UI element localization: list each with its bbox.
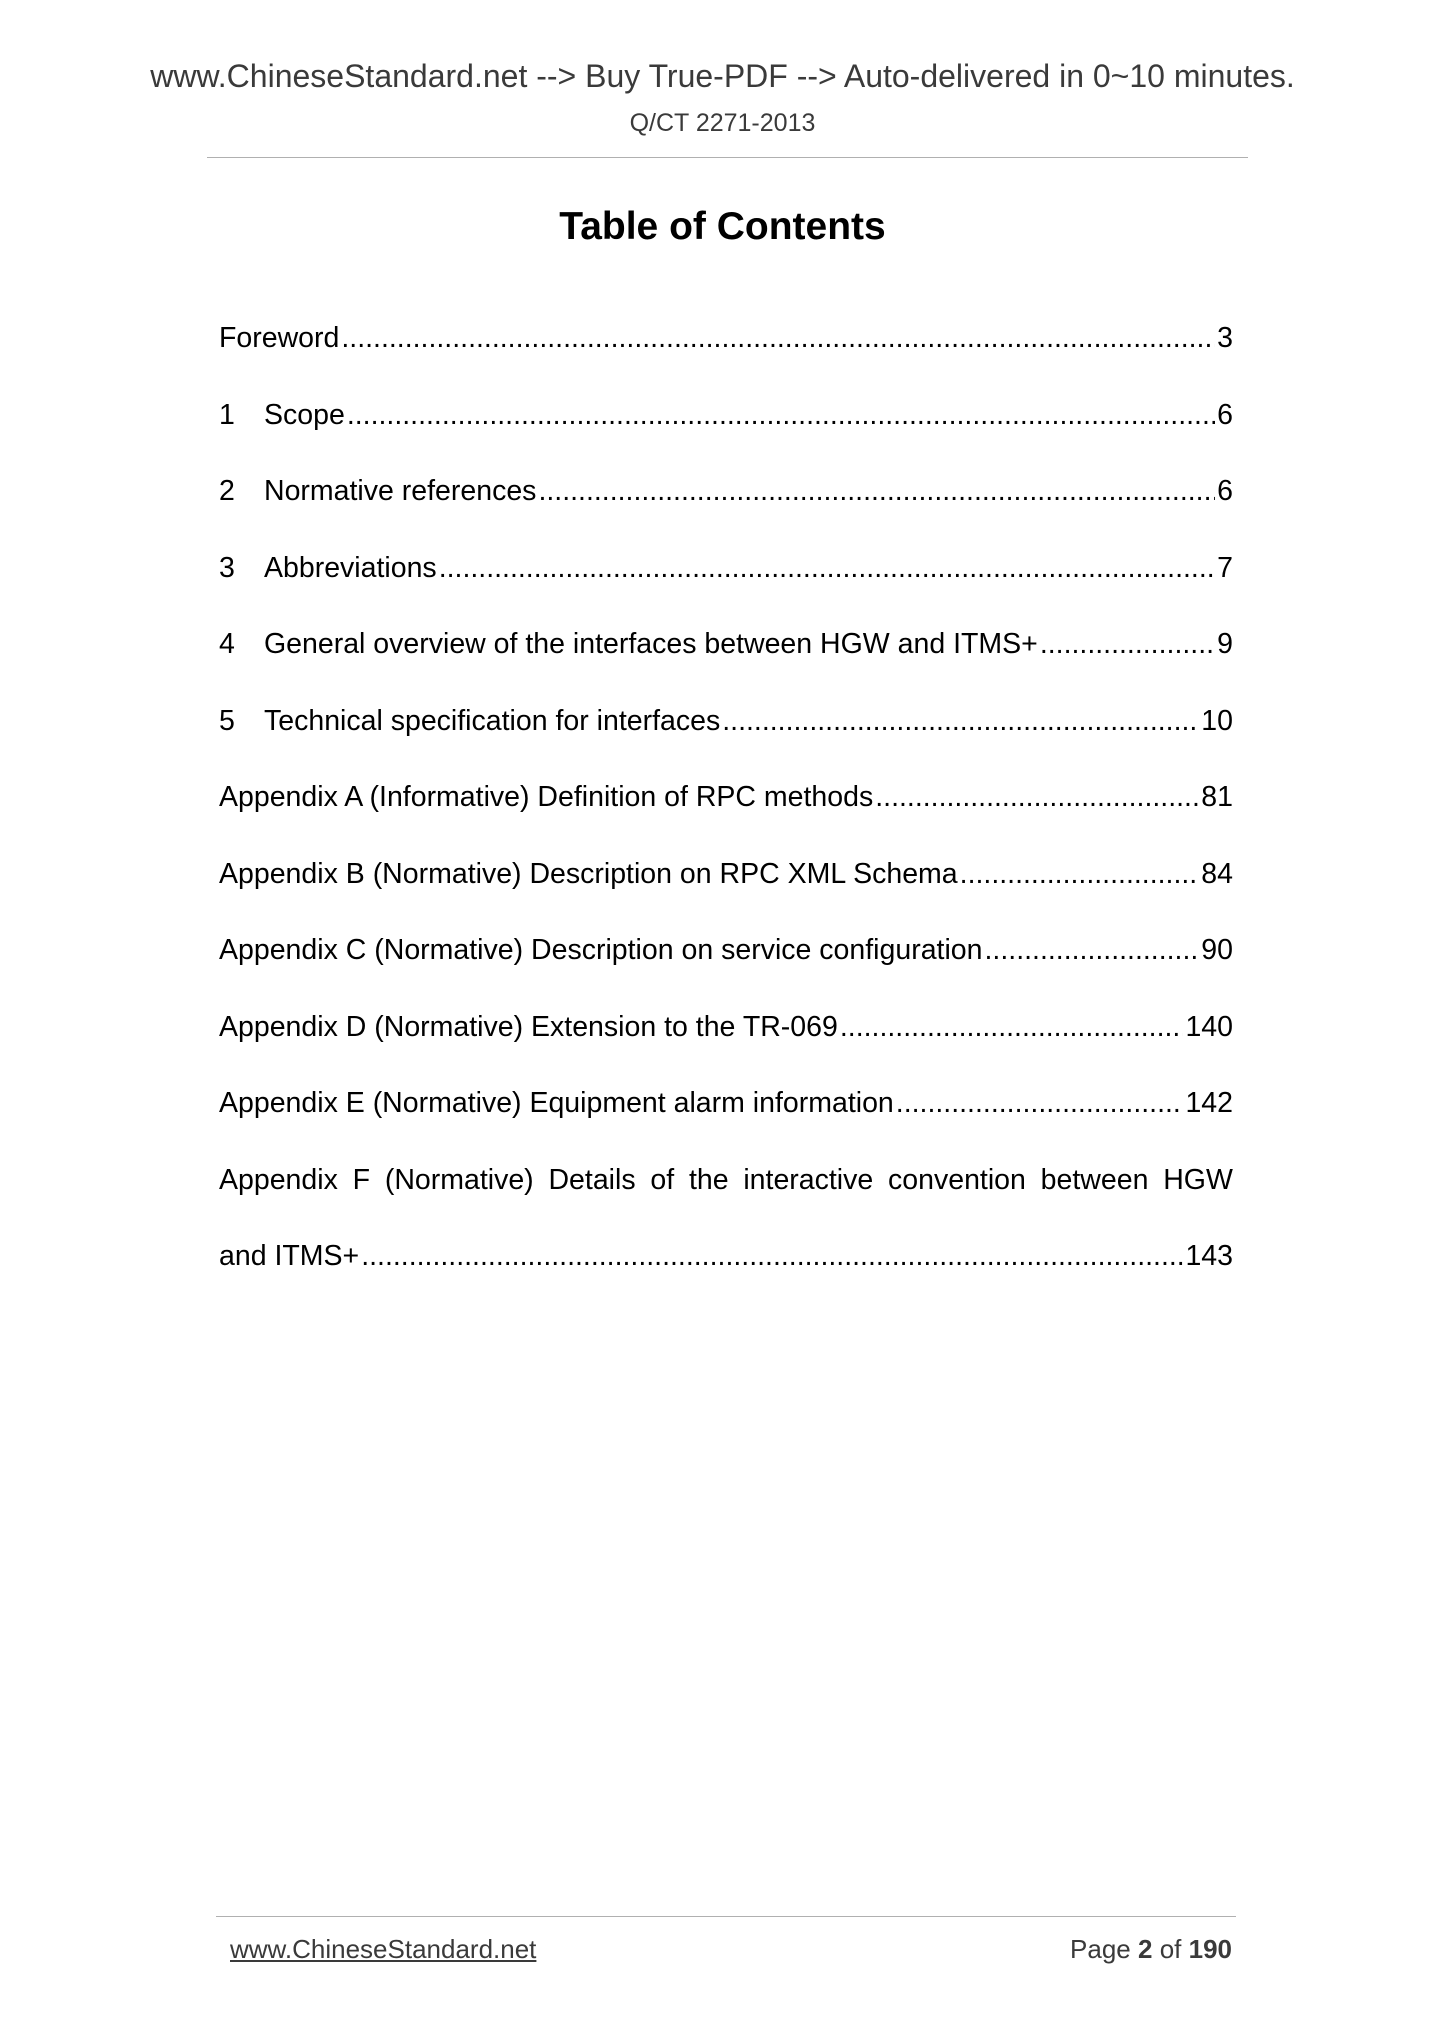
toc-entry-appendix-a[interactable] (219, 777, 1233, 854)
toc-entry-page: 7 (1217, 551, 1233, 584)
toc-leader-dots (347, 395, 1215, 435)
toc-word: Appendix (219, 1163, 338, 1196)
toc-leader-dots (439, 548, 1215, 588)
toc-word: of (650, 1163, 675, 1196)
toc-entry-appendix-c[interactable] (219, 930, 1233, 1007)
toc-entry-appendix-f-line2[interactable] (219, 1236, 1233, 1313)
toc-leader-dots (875, 777, 1199, 817)
toc-word: (Normative) (384, 1163, 534, 1196)
toc-leader-dots (960, 854, 1200, 894)
toc-entry-number: 5 (219, 704, 235, 737)
toc-leader-dots (538, 471, 1215, 511)
toc-word: convention (888, 1163, 1026, 1196)
document-code: Q/CT 2271-2013 (629, 109, 816, 137)
toc-entry-text: Appendix B (Normative) Description on RPC XML Schema (219, 857, 958, 890)
toc-entry-page: 6 (1217, 398, 1233, 431)
page-current: 2 (1137, 1934, 1153, 1964)
toc-entry-text: General overview of the interfaces between HGW and ITMS+ (264, 628, 1038, 660)
toc-entry-text: and ITMS+ (219, 1240, 360, 1272)
toc-entry-text: Normative references (264, 475, 537, 507)
toc-entry-page: 90 (1201, 934, 1233, 966)
table-of-contents (219, 318, 1233, 1313)
toc-entry-text: Appendix E (Normative) Equipment alarm information (219, 1087, 894, 1119)
toc-word: between (1040, 1163, 1149, 1196)
toc-entry-text: Foreword (219, 322, 340, 354)
page-prefix: Page (1070, 1934, 1131, 1964)
toc-word: F (352, 1163, 371, 1196)
toc-entry-page: 84 (1201, 857, 1233, 890)
page-number (1070, 1932, 1232, 1966)
toc-entry-technical-specification[interactable] (219, 701, 1233, 778)
toc-leader-dots (840, 1007, 1184, 1047)
footer-website-link[interactable]: www.ChineseStandard.net (230, 1934, 537, 1964)
toc-entry-foreword[interactable] (219, 318, 1233, 395)
toc-entry-text: Appendix D (Normative) Extension to the TR-069 (219, 1010, 838, 1043)
toc-entry-number: 1 (219, 398, 235, 431)
toc-word: the (688, 1163, 729, 1196)
toc-entry-normative-references[interactable] (219, 471, 1233, 548)
toc-word: interactive (743, 1163, 874, 1196)
toc-entry-appendix-d[interactable] (219, 1007, 1233, 1084)
toc-word: Details (548, 1163, 636, 1196)
footer-divider (216, 1916, 1236, 1917)
toc-entry-page: 9 (1217, 628, 1233, 660)
toc-entry-scope[interactable] (219, 395, 1233, 472)
toc-leader-dots (896, 1083, 1184, 1123)
toc-entry-abbreviations[interactable] (219, 548, 1233, 625)
toc-entry-page: 81 (1201, 781, 1233, 813)
toc-entry-text: Appendix C (Normative) Description on service configuration (219, 934, 983, 966)
toc-entry-page: 143 (1185, 1240, 1233, 1272)
toc-leader-dots (985, 930, 1200, 970)
toc-entry-text: Abbreviations (264, 551, 437, 584)
toc-entry-page: 3 (1217, 322, 1233, 354)
page-title: Table of Contents (559, 205, 886, 248)
toc-entry-page: 142 (1185, 1087, 1233, 1119)
toc-entry-appendix-e[interactable] (219, 1083, 1233, 1160)
toc-entry-number: 4 (219, 628, 235, 660)
toc-entry-appendix-b[interactable] (219, 854, 1233, 931)
toc-entry-text: Scope (264, 398, 345, 431)
toc-leader-dots (341, 318, 1215, 358)
toc-leader-dots (722, 701, 1199, 741)
toc-entry-general-overview[interactable] (219, 624, 1233, 701)
page-total: 190 (1188, 1934, 1232, 1964)
header-divider (207, 157, 1248, 158)
toc-entry-text: Appendix A (Informative) Definition of RPC methods (219, 781, 874, 813)
toc-entry-page: 140 (1185, 1010, 1233, 1043)
toc-entry-number: 2 (219, 475, 235, 507)
toc-entry-appendix-f-line1[interactable] (219, 1160, 1233, 1237)
toc-entry-text: Technical specification for interfaces (264, 704, 721, 737)
toc-entry-page: 10 (1201, 704, 1233, 737)
page-of: of (1159, 1934, 1182, 1964)
toc-leader-dots (361, 1236, 1183, 1276)
header-banner: www.ChineseStandard.net --> Buy True-PDF --> Auto-delivered in 0~10 minutes. (150, 58, 1295, 94)
toc-entry-number: 3 (219, 551, 235, 584)
toc-entry-page: 6 (1217, 475, 1233, 507)
toc-leader-dots (1040, 624, 1215, 664)
toc-word: HGW (1163, 1163, 1233, 1196)
